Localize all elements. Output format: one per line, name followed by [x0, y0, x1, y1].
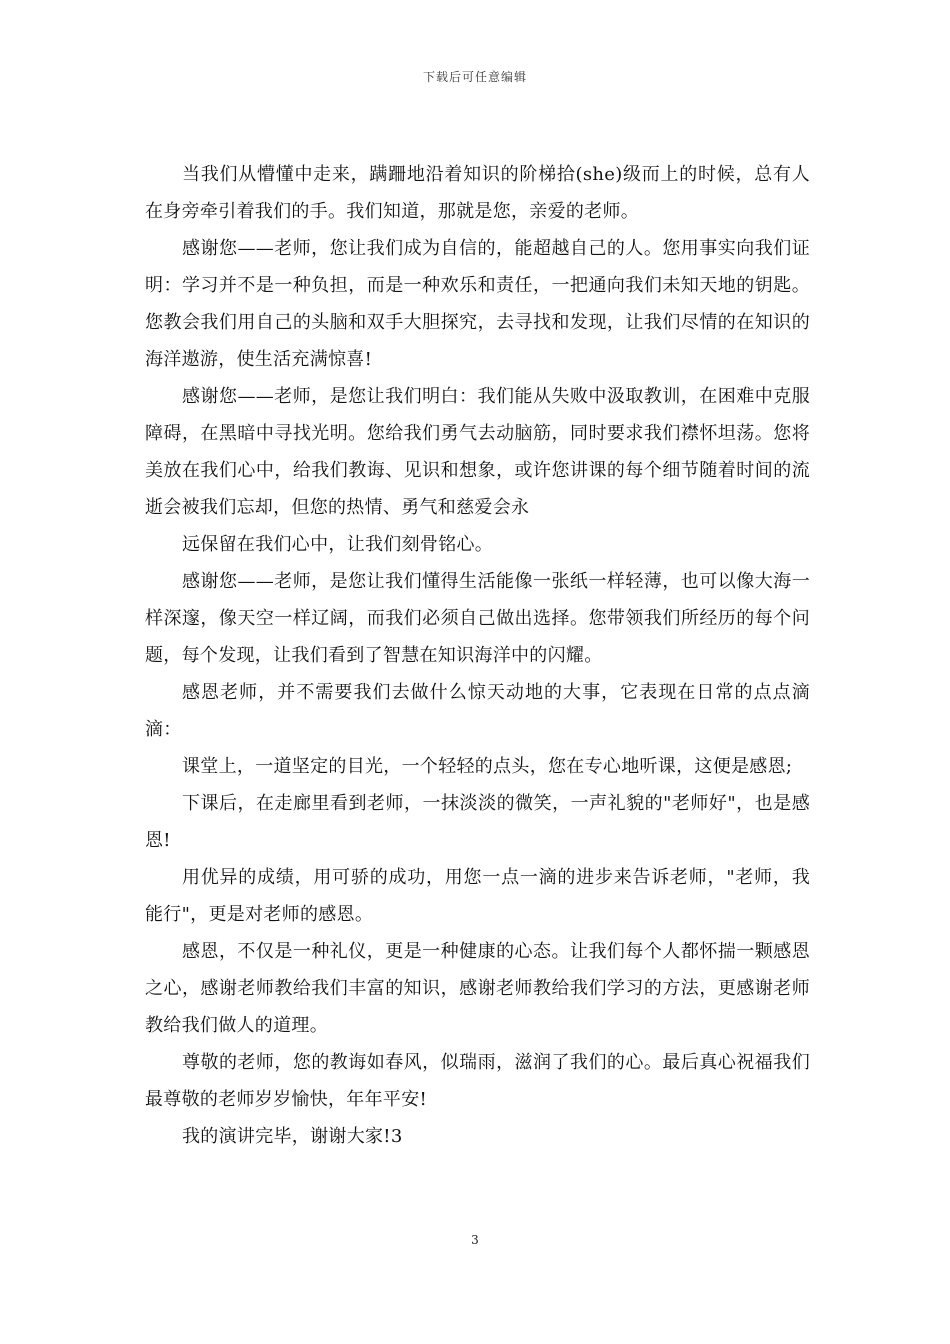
paragraph: 下课后，在走廊里看到老师，一抹淡淡的微笑，一声礼貌的"老师好"，也是感恩!: [145, 793, 810, 851]
document-body: [145, 156, 810, 1155]
paragraph: 感谢您——老师，是您让我们懂得生活能像一张纸一样轻薄，也可以像大海一样深邃，像天空一样辽阔，而我们必须自己做出选择。您带领我们所经历的每个问题，每个发现，让我们看到了智慧在知识海洋中的闪耀。: [145, 571, 810, 666]
paragraph: 我的演讲完毕，谢谢大家!3: [182, 1126, 403, 1147]
page-header: 下载后可任意编辑: [422, 70, 527, 84]
paragraph: 感恩老师，并不需要我们去做什么惊天动地的大事，它表现在日常的点点滴滴：: [145, 682, 810, 740]
paragraph: 用优异的成绩，用可骄的成功，用您一点一滴的进步来告诉老师，"老师，我能行"，更是对老师的感恩。: [145, 867, 810, 925]
paragraph: 课堂上，一道坚定的目光，一个轻轻的点头，您在专心地听课，这便是感恩;: [182, 756, 793, 777]
page-number: 3: [471, 1233, 479, 1247]
paragraph: 感谢您——老师，是您让我们明白：我们能从失败中汲取教训，在困难中克服障碍，在黑暗中寻找光明。您给我们勇气去动脑筋，同时要求我们襟怀坦荡。您将美放在我们心中，给我们教诲、见识和想象，或许您讲课的每个细节随着时间的流逝会被我们忘却，但您的热情、勇气和慈爱会永: [145, 386, 810, 518]
paragraph: 远保留在我们心中，让我们刻骨铭心。: [182, 534, 494, 555]
paragraph: 感谢您——老师，您让我们成为自信的，能超越自己的人。您用事实向我们证明：学习并不是一种负担，而是一种欢乐和责任，一把通向我们未知天地的钥匙。您教会我们用自己的头脑和双手大胆探究，去寻找和发现，让我们尽情的在知识的海洋遨游，使生活充满惊喜!: [145, 238, 810, 370]
paragraph: 当我们从懵懂中走来，蹒跚地沿着知识的阶梯拾(she)级而上的时候，总有人在身旁牵引着我们的手。我们知道，那就是您，亲爱的老师。: [145, 164, 810, 222]
paragraph: 感恩，不仅是一种礼仪，更是一种健康的心态。让我们每个人都怀揣一颗感恩之心，感谢老师教给我们丰富的知识，感谢老师教给我们学习的方法，更感谢老师教给我们做人的道理。: [145, 941, 810, 1036]
paragraph: 尊敬的老师，您的教诲如春风，似瑞雨，滋润了我们的心。最后真心祝福我们最尊敬的老师岁岁愉快，年年平安!: [145, 1052, 810, 1110]
